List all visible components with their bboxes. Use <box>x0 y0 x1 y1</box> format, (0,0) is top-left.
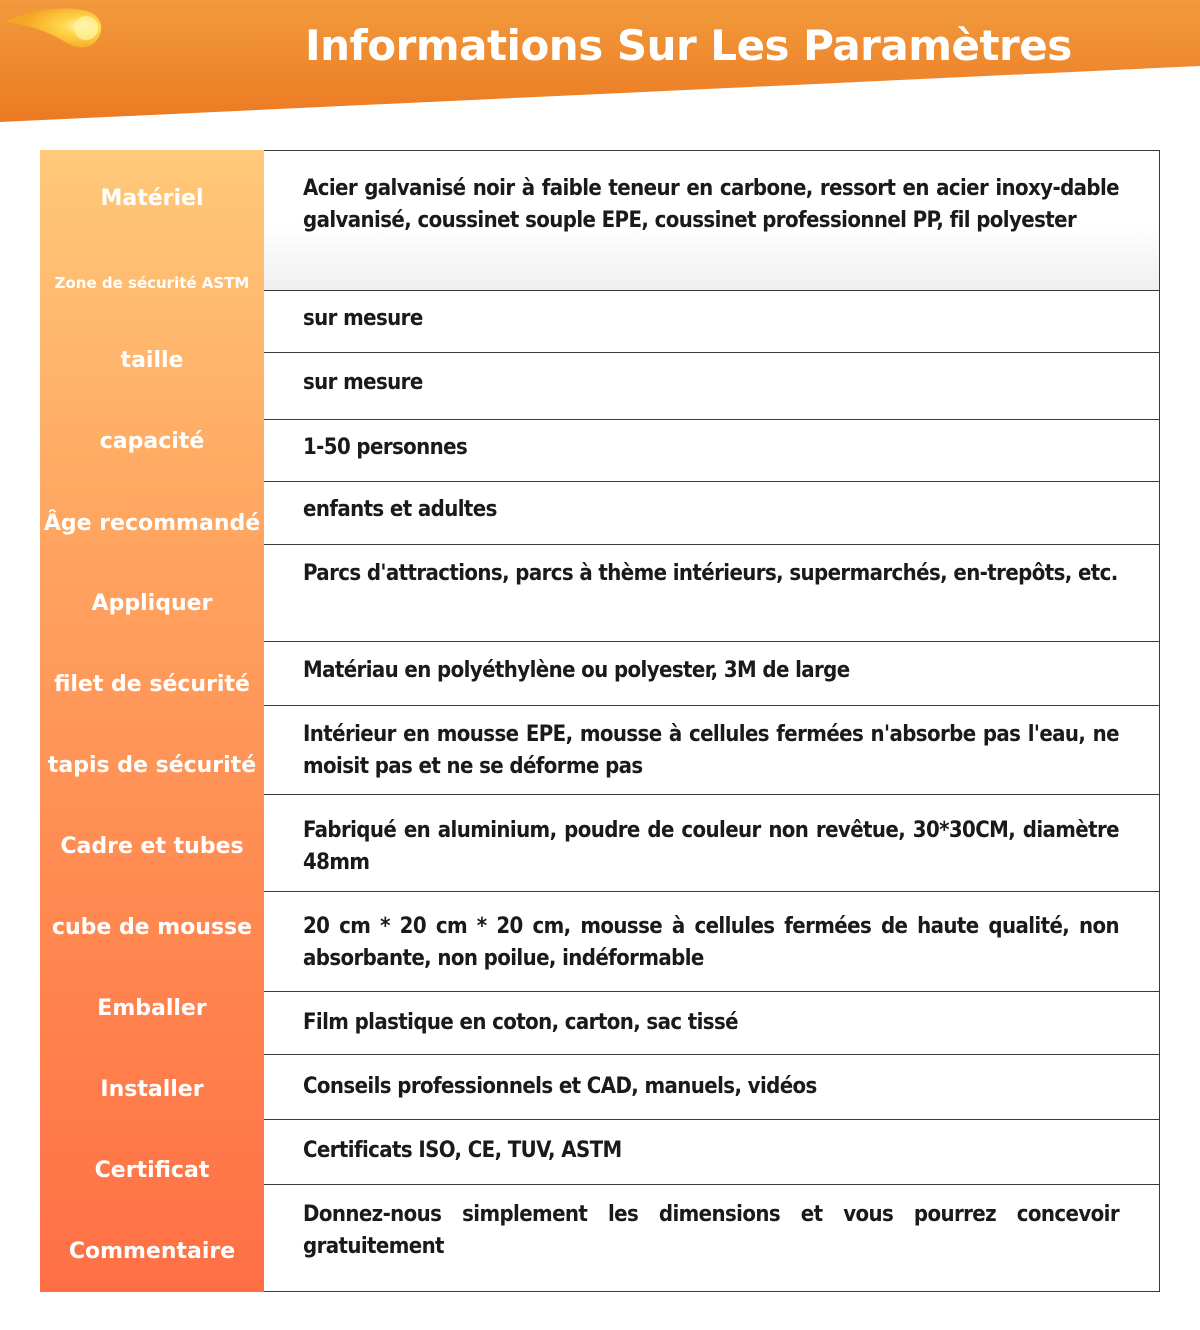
value-certificat: Certificats ISO, CE, TUV, ASTM <box>303 1138 622 1163</box>
page-title: Informations Sur Les Paramètres <box>305 21 1072 70</box>
value-zone-securite: sur mesure <box>303 306 423 331</box>
label-capacite: capacité <box>99 429 205 454</box>
value-cube-mousse: 20 cm * 20 cm * 20 cm, mousse à cellules fermées de haute qualité, non absorbante, non poilue, indéformable <box>303 914 1119 971</box>
label-filet-securite: filet de sécurité <box>54 672 250 697</box>
value-appliquer: Parcs d'attractions, parcs à thème intérieurs, supermarchés, en-trepôts, etc. <box>303 561 1118 586</box>
value-emballer: Film plastique en coton, carton, sac tissé <box>303 1010 738 1035</box>
label-cadre-tubes: Cadre et tubes <box>60 834 244 859</box>
value-cadre-tubes: Fabriqué en aluminium, poudre de couleur non revêtue, 30*30CM, diamètre 48mm <box>303 818 1119 875</box>
value-age-recommande: enfants et adultes <box>303 497 497 522</box>
table-row <box>264 706 1159 795</box>
value-materiel: Acier galvanisé noir à faible teneur en carbone, ressort en acier inoxy-dable galvanisé, coussinet souple EPE, coussinet professionnel PP, fil polyester <box>303 176 1119 233</box>
table-row <box>264 151 1159 291</box>
table-row <box>264 1120 1159 1185</box>
label-emballer: Emballer <box>97 996 207 1021</box>
table-row <box>264 892 1159 992</box>
header-banner <box>0 0 1200 130</box>
label-cube-mousse: cube de mousse <box>51 915 253 940</box>
label-installer: Installer <box>100 1077 204 1102</box>
value-taille: sur mesure <box>303 370 423 395</box>
table-row <box>264 353 1159 420</box>
value-commentaire: Donnez-nous simplement les dimensions et vous pourrez concevoir gratuitement <box>303 1202 1119 1259</box>
table-row <box>264 642 1159 706</box>
label-appliquer: Appliquer <box>91 591 213 616</box>
value-installer: Conseils professionnels et CAD, manuels, vidéos <box>303 1074 817 1099</box>
table-row <box>264 291 1159 353</box>
label-zone-securite: Zone de sécurité ASTM <box>54 274 250 292</box>
label-age-recommande: Âge recommandé <box>43 511 261 536</box>
label-commentaire: Commentaire <box>68 1239 236 1264</box>
table-row <box>264 795 1159 892</box>
table-row <box>264 992 1159 1055</box>
table-row <box>264 1055 1159 1120</box>
label-tapis-securite: tapis de sécurité <box>47 753 257 778</box>
label-taille: taille <box>120 348 184 373</box>
value-filet-securite: Matériau en polyéthylène ou polyester, 3M de large <box>303 658 850 683</box>
value-capacite: 1-50 personnes <box>303 435 468 460</box>
parameters-table <box>264 150 1160 1292</box>
table-row <box>264 420 1159 482</box>
table-row <box>264 545 1159 642</box>
table-row <box>264 482 1159 545</box>
parameter-labels-column <box>40 150 264 1292</box>
table-row <box>264 1185 1159 1292</box>
label-materiel: Matériel <box>100 186 204 211</box>
value-tapis-securite: Intérieur en mousse EPE, mousse à cellules fermées n'absorbe pas l'eau, ne moisit pas et ne se déforme pas <box>303 722 1119 779</box>
flame-icon <box>0 0 110 60</box>
label-certificat: Certificat <box>94 1158 210 1183</box>
